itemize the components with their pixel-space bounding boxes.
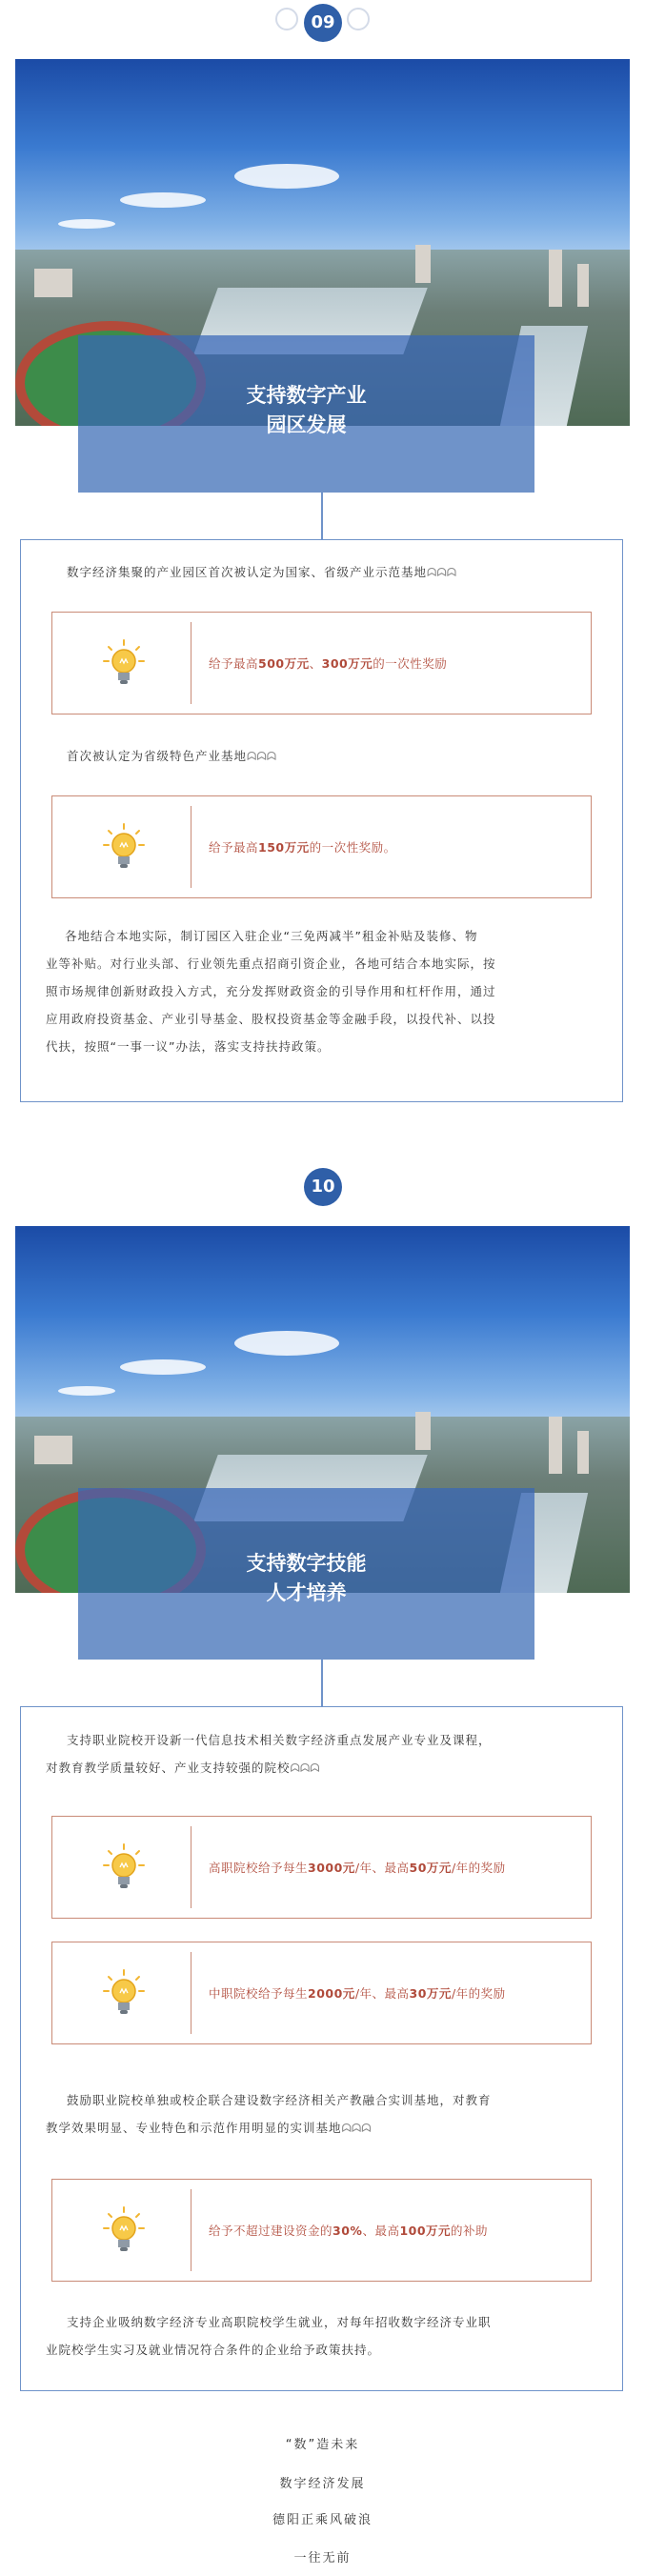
lightbulb-icon	[100, 1842, 148, 1892]
section-badge-row	[0, 1168, 645, 1206]
paragraph: 数字经济集聚的产业园区首次被认定为国家、省级产业示范基地ᗣᗣᗣ	[67, 565, 457, 579]
connector-line	[321, 493, 323, 540]
reward-text: 中职院校给予每生 2000元 /年、最高 30万元 /年的奖励	[209, 1986, 506, 2001]
lightbulb-icon	[100, 638, 148, 688]
reward-box	[51, 1816, 592, 1919]
lightbulb-icon	[100, 822, 148, 872]
paragraph: 首次被认定为省级特色产业基地ᗣᗣᗣ	[67, 749, 277, 763]
reward-box	[51, 1942, 592, 2044]
footer-line: 一往无前	[293, 2551, 352, 2566]
section-number-badge: 10	[304, 1168, 342, 1206]
paragraph: 支持企业吸纳数字经济专业高职院校学生就业，对每年招收数字经济专业职 业院校学生实习及就业情况符合条件的企业给予政策扶持。	[46, 2315, 492, 2357]
badge-ring-right	[347, 8, 370, 30]
content-card	[20, 1706, 623, 2391]
connector-line	[321, 1660, 323, 1707]
section-title-line2: 园区发展	[266, 413, 347, 436]
footer-line: “数”造未来	[285, 2438, 360, 2452]
reward-box	[51, 2179, 592, 2282]
paragraph: 鼓励职业院校单独或校企联合建设数字经济相关产教融合实训基地，对教育 教学效果明显、专业特色和示范作用明显的实训基地ᗣᗣᗣ	[46, 2093, 492, 2135]
section-title-line1: 支持数字产业	[246, 384, 367, 407]
badge-ring-left	[275, 8, 298, 30]
reward-text: 给予最高 150万元 的一次性奖励。	[209, 840, 396, 855]
section-title-line1: 支持数字技能	[246, 1552, 367, 1575]
section-title-line2: 人才培养	[266, 1581, 347, 1604]
footer-line: 德阳正乘风破浪	[272, 2513, 373, 2527]
lightbulb-icon	[100, 1968, 148, 2018]
lightbulb-icon	[100, 2205, 148, 2255]
paragraph: 支持职业院校开设新一代信息技术相关数字经济重点发展产业专业及课程， 对教育教学质量较好、产业支持较强的院校ᗣᗣᗣ	[46, 1733, 492, 1775]
reward-box	[51, 795, 592, 898]
reward-text: 给予最高 500万元 、 300万元 的一次性奖励	[209, 656, 448, 671]
paragraph: 各地结合本地实际，制订园区入驻企业“三免两减半”租金补贴及装修、物 业等补贴。对行业头部、行业领先重点招商引资企业，各地可结合本地实际，按 照市场规律创新财政投入方式，充分发挥财政资金的引导作用和杠杆作用，通过 应用政府投资基金、产业引导基金、股权投资基金等金融手段，以投代补、以投 代扶，按照“一事一议”办法，落实支持扶持政策。	[46, 929, 496, 1054]
section-badge-row	[0, 4, 645, 42]
footer-line: 数字经济发展	[279, 2477, 366, 2491]
reward-text: 给予不超过建设资金的 30% 、最高 100万元 的补助	[209, 2223, 489, 2238]
reward-text: 高职院校给予每生 3000元 /年、最高 50万元 /年的奖励	[209, 1861, 506, 1875]
reward-box	[51, 612, 592, 714]
section-number-badge: 09	[304, 4, 342, 42]
